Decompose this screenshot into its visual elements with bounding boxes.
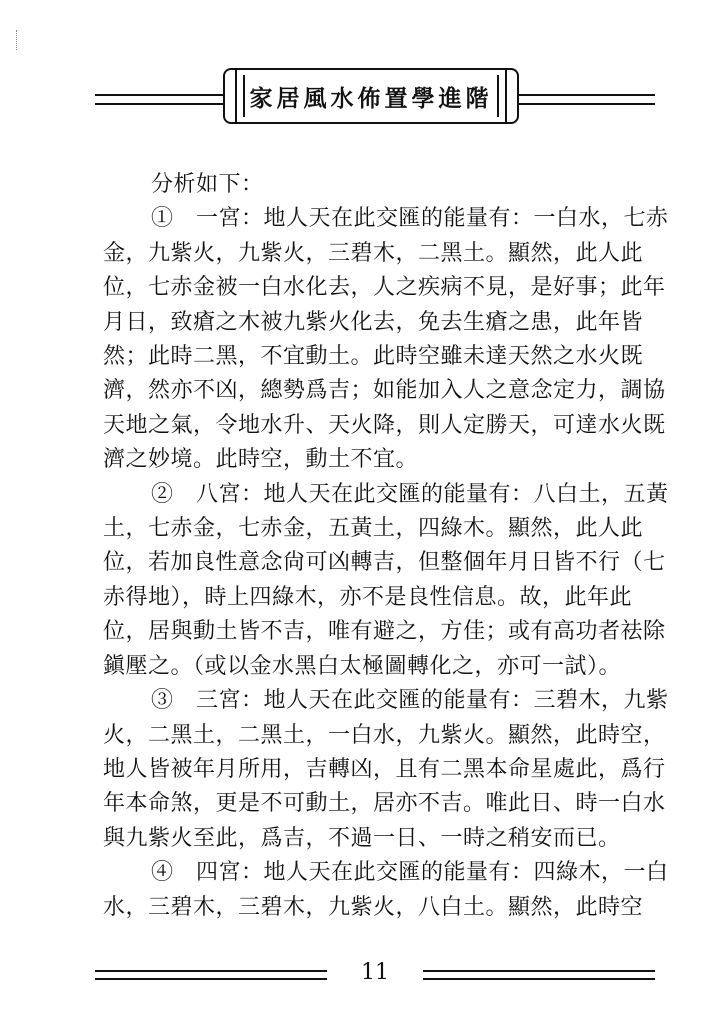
text-line: 金，九紫火，九紫火，三碧木，二黑土。顯然，此人此 (103, 240, 644, 266)
chapter-header (95, 62, 655, 122)
intro-line: 分析如下： (151, 172, 264, 197)
text-line: 位，若加良性意念尙可凶轉吉，但整個年月日皆不行（七 (103, 550, 666, 576)
text-line: 與九紫火至此，爲吉，不過一日、一時之稍安而已。 (103, 825, 621, 851)
paragraph-2 (103, 478, 669, 684)
text-line: ① 一宮：地人天在此交匯的能量有：一白水，七赤 (151, 206, 669, 232)
text-line: 月日，致瘡之木被九紫火化去，免去生瘡之患，此年皆 (103, 309, 644, 335)
paragraph-4 (103, 856, 669, 925)
page-number: 11 (361, 960, 389, 985)
scan-mark (16, 30, 19, 50)
text-line: 地人皆被年月所用，吉轉凶，且有二黑本命星處此，爲行 (103, 756, 666, 782)
text-line: 土，七赤金，七赤金，五黃土，四綠木。顯然，此人此 (103, 516, 644, 542)
text-line: ③ 三宮：地人天在此交匯的能量有：三碧木，九紫 (151, 688, 669, 714)
page-footer (95, 960, 655, 990)
text-line: 濟之妙境。此時空，動土不宜。 (103, 447, 419, 473)
body-text (103, 168, 669, 925)
text-line: 濟，然亦不凶，總勢爲吉；如能加入人之意念定力，調協 (103, 378, 666, 404)
text-line: 鎭壓之。（或以金水黑白太極圖轉化之，亦可一試）。 (103, 653, 622, 679)
paragraph-1 (103, 202, 669, 477)
text-line: 位，居與動土皆不吉，唯有避之，方佳；或有高功者祛除 (103, 619, 666, 645)
chapter-title: 家居風水佈置學進階 (249, 85, 493, 112)
text-line: 水，三碧木，三碧木，九紫火，八白土。顯然，此時空 (103, 894, 644, 920)
text-line: ④ 四宮：地人天在此交匯的能量有：四綠木，一白 (151, 860, 669, 886)
text-line: 年本命煞，更是不可動土，居亦不吉。唯此日、時一白水 (103, 791, 666, 817)
paragraph-3 (103, 684, 669, 856)
scroll-banner (235, 68, 507, 124)
header-rule-right (505, 94, 655, 105)
text-line: ② 八宮：地人天在此交匯的能量有：八白土，五黃 (151, 481, 669, 507)
text-line: 天地之氣，令地水升、天火降，則人定勝天，可達水火既 (103, 412, 666, 438)
text-line: 位，七赤金被一白水化去，人之疾病不見，是好事；此年 (103, 275, 666, 301)
text-line: 然；此時二黑，不宜動土。此時空雖未達天然之水火既 (103, 344, 644, 370)
text-line: 赤得地），時上四綠木，亦不是良性信息。故，此年此 (103, 584, 633, 610)
text-line: 火，二黑土，二黑土，一白水，九紫火。顯然，此時空， (103, 722, 666, 748)
